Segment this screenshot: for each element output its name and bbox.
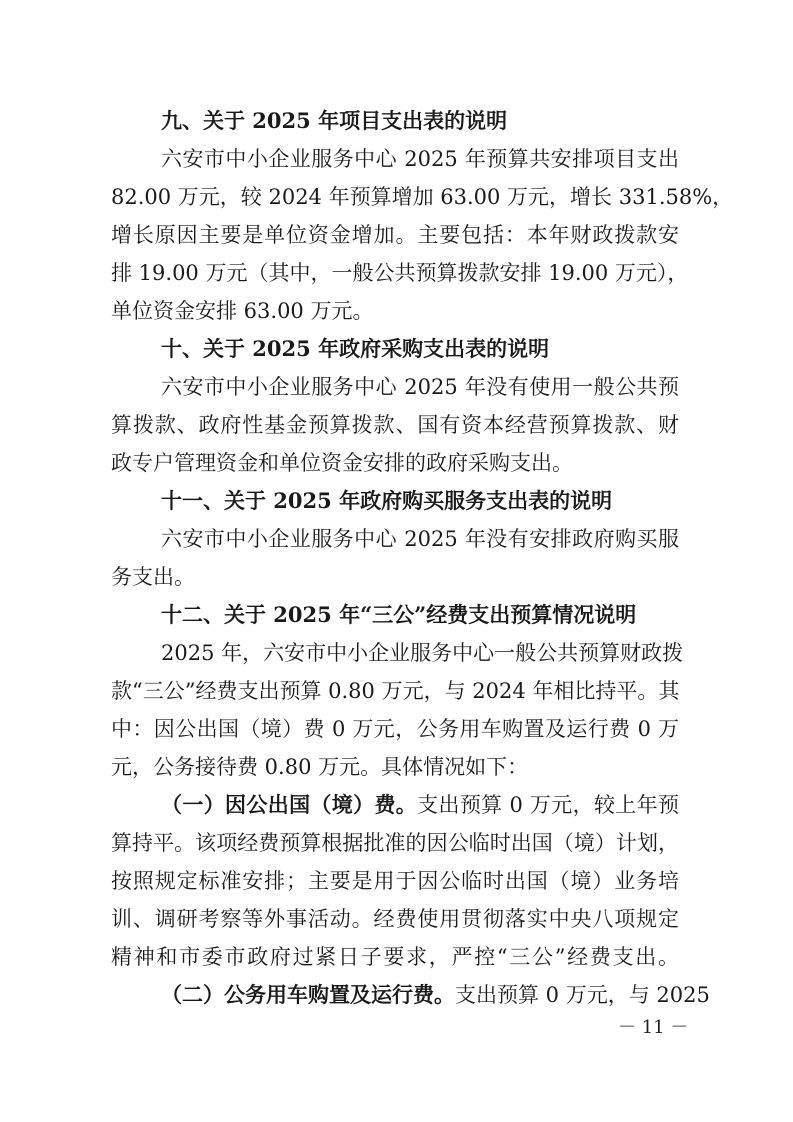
paragraph-line: 务支出。 [111, 565, 195, 589]
subsection-2-text: 支出预算 0 万元，与 2025 [455, 983, 710, 1007]
paragraph-line: 82.00 万元，较 2024 年预算增加 63.00 万元，增长 331.58%， [111, 185, 734, 209]
section-heading-11: 十一、关于 2025 年政府购买服务支出表的说明 [161, 488, 613, 513]
paragraph-line: 六安市中小企业服务中心 2025 年没有安排政府购买服 [161, 527, 679, 551]
paragraph-line: 款“三公”经费支出预算 0.80 万元，与 2024 年相比持平。其 [111, 679, 680, 703]
paragraph-line: 政专户管理资金和单位资金安排的政府采购支出。 [111, 451, 573, 475]
paragraph-line: 排 19.00 万元（其中，一般公共预算拨款安排 19.00 万元）， [111, 261, 689, 285]
section-heading-9: 九、关于 2025 年项目支出表的说明 [161, 108, 508, 133]
paragraph-line: 单位资金安排 63.00 万元。 [111, 299, 374, 323]
subsection-1-title: （一）因公出国（境）费。 [161, 792, 418, 817]
subsection-2-first-line [161, 980, 710, 1010]
paragraph-line: 六安市中小企业服务中心 2025 年没有使用一般公共预 [161, 375, 679, 399]
subsection-2-title: （二）公务用车购置及运行费。 [161, 982, 455, 1007]
paragraph-line: 算拨款、政府性基金预算拨款、国有资本经营预算拨款、财 [111, 413, 679, 437]
subsection-1-first-line [161, 790, 679, 820]
paragraph-line: 按照规定标准安排；主要是用于因公临时出国（境）业务培 [111, 869, 679, 893]
paragraph-line: 训、调研考察等外事活动。经费使用贯彻落实中央八项规定 [111, 907, 679, 931]
subsection-1-text: 支出预算 0 万元，较上年预 [417, 793, 679, 817]
section-heading-10: 十、关于 2025 年政府采购支出表的说明 [161, 336, 550, 361]
section-heading-12: 十二、关于 2025 年“三公”经费支出预算情况说明 [161, 602, 637, 627]
page-number: － 11 － [618, 1017, 689, 1038]
paragraph-line: 六安市中小企业服务中心 2025 年预算共安排项目支出 [161, 147, 679, 171]
paragraph-line: 增长原因主要是单位资金增加。主要包括：本年财政拨款安 [111, 223, 679, 247]
paragraph-line: 元，公务接待费 0.80 万元。具体情况如下： [111, 755, 529, 779]
paragraph-line: 精神和市委市政府过紧日子要求，严控“三公”经费支出。 [111, 945, 679, 969]
paragraph-line: 中：因公出国（境）费 0 万元，公务用车购置及运行费 0 万 [111, 717, 679, 741]
paragraph-line: 算持平。该项经费预算根据批准的因公临时出国（境）计划， [111, 831, 679, 855]
paragraph-line: 2025 年，六安市中小企业服务中心一般公共预算财政拨 [161, 641, 684, 665]
